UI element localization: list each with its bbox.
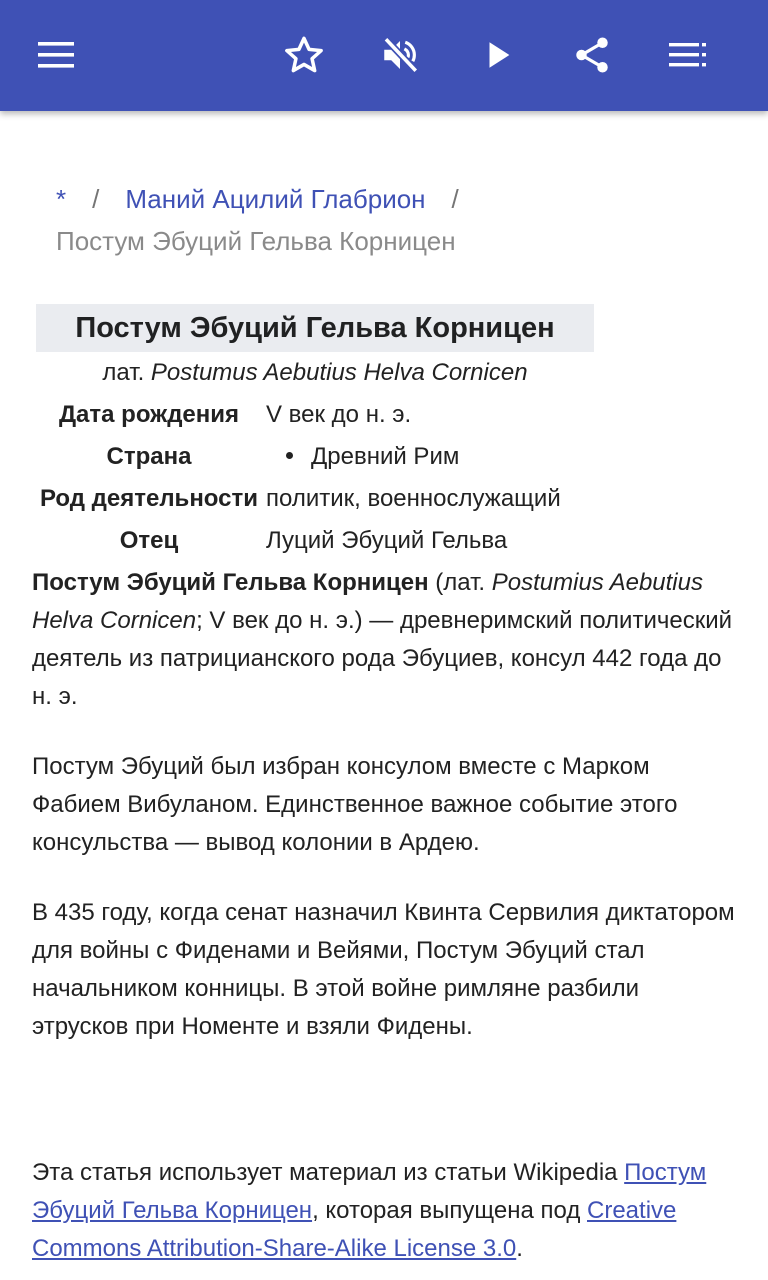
- contents-button[interactable]: [660, 27, 716, 83]
- infobox-latin-name: [36, 355, 594, 391]
- menu-button[interactable]: [28, 27, 84, 83]
- infobox-row-country: [36, 436, 676, 478]
- star-outline-icon: [283, 34, 325, 76]
- volume-off-icon: [379, 34, 421, 76]
- play-icon: [481, 38, 515, 72]
- article-text: ; V век до н. э.) — древнеримский политический деятель из патрицианского рода Эбуциев, консул 442 года до н. э.: [32, 607, 733, 710]
- breadcrumb-current: Постум Эбуций Гельва Корницен: [56, 226, 456, 256]
- infobox-label: Род деятельности: [39, 485, 259, 512]
- footer-text: Эта статья использует материал из статьи Wikipedia: [32, 1159, 625, 1186]
- infobox-value: [266, 436, 459, 478]
- article-text: (лат.: [428, 569, 492, 596]
- infobox-label: Отец: [119, 527, 179, 554]
- infobox-label: Страна: [106, 443, 192, 470]
- list-icon: [668, 41, 708, 69]
- infobox-value: политик, военнослужащий: [266, 485, 561, 512]
- app-toolbar: [0, 0, 768, 111]
- breadcrumb-root-link[interactable]: *: [56, 184, 67, 214]
- license-footer: [32, 1154, 738, 1268]
- infobox-label: Дата рождения: [58, 401, 240, 428]
- country-link[interactable]: Древний Рим: [311, 443, 460, 470]
- infobox-value: Луций Эбуций Гельва: [266, 527, 508, 554]
- breadcrumb-separator: /: [451, 184, 459, 214]
- infobox-title: Постум Эбуций Гельва Корницен: [36, 304, 594, 352]
- bookmark-button[interactable]: [276, 27, 332, 83]
- footer-text: , которая выпущена под: [312, 1197, 587, 1224]
- infobox-row-occupation: [36, 478, 676, 520]
- source-article-link[interactable]: Постум Эбуций Гельва Корницен: [32, 1159, 707, 1224]
- article-paragraph: Постум Эбуций был избран консулом вместе с Марком Фабием Вибуланом. Единственное важное событие этого консульства — вывод колонии в Ардею.: [32, 753, 678, 856]
- infobox-row-father: [36, 520, 676, 562]
- article-paragraph-intro: [32, 564, 738, 716]
- article-latin-name: Postumius Aebutius Helva Cornicen: [32, 569, 703, 634]
- license-link[interactable]: Creative Commons Attribution-Share-Alike License 3.0: [32, 1197, 677, 1262]
- share-icon: [571, 34, 613, 76]
- bullet-icon: [286, 452, 293, 459]
- play-button[interactable]: [470, 27, 526, 83]
- footer-text: .: [516, 1235, 523, 1262]
- infobox-row-birth: [36, 394, 676, 436]
- breadcrumb-separator: /: [92, 184, 100, 214]
- latin-prefix: лат.: [102, 359, 145, 386]
- breadcrumb: [56, 178, 736, 262]
- breadcrumb-parent-link[interactable]: Маний Ацилий Глабрион: [125, 184, 426, 214]
- menu-icon: [36, 40, 76, 70]
- article-paragraph: В 435 году, когда сенат назначил Квинта Сервилия диктатором для войны с Фиденами и Вейями, Постум Эбуций стал начальником конницы. В этой войне римляне разбили этрусков при Номенте и взяли Фидены.: [32, 899, 735, 1040]
- article-subject: Постум Эбуций Гельва Корницен: [32, 569, 429, 596]
- share-button[interactable]: [564, 27, 620, 83]
- mute-button[interactable]: [372, 27, 428, 83]
- infobox-value: V век до н. э.: [266, 401, 412, 428]
- latin-name: Postumus Aebutius Helva Cornicen: [150, 359, 528, 386]
